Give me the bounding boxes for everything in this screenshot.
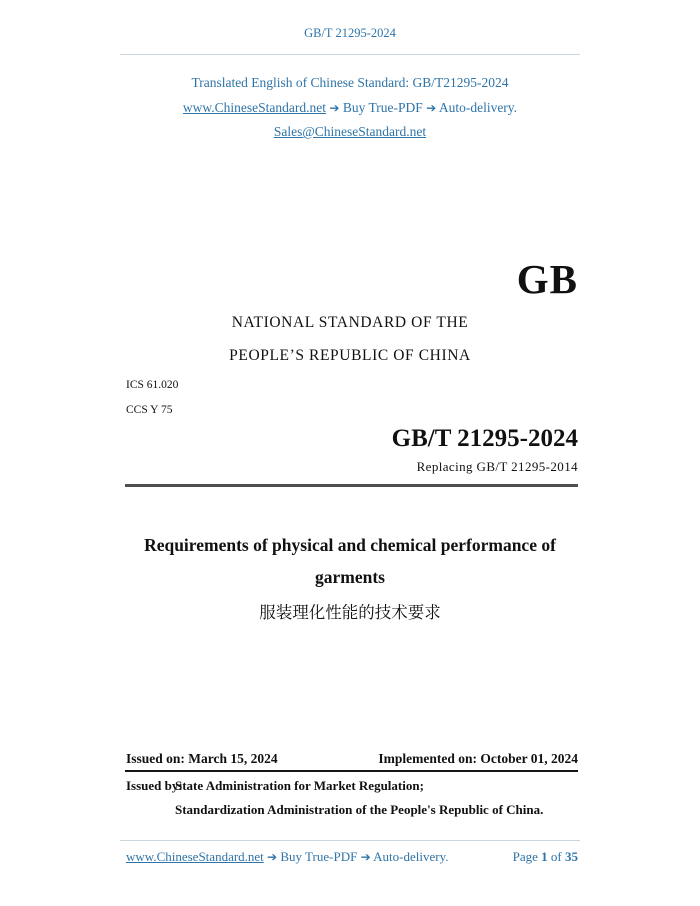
sales-email-line [0, 124, 700, 140]
page-of-label: of [550, 849, 562, 864]
promo-line [0, 100, 700, 116]
ics-code: ICS 61.020 [126, 379, 179, 391]
issued-on-date: Issued on: March 15, 2024 [126, 751, 278, 766]
right-arrow-icon: ➔ [426, 101, 437, 115]
page-label: Page [512, 849, 538, 864]
implemented-on-date: Implemented on: October 01, 2024 [378, 751, 578, 766]
buy-true-pdf-text: Buy True-PDF [280, 849, 358, 864]
document-title-en-line1: Requirements of physical and chemical performance of [144, 535, 556, 555]
ccs-code: CCS Y 75 [126, 404, 173, 416]
document-title-zh: 服装理化性能的技术要求 [259, 603, 441, 622]
page-indicator [122, 849, 578, 865]
chinesestandard-site-link[interactable]: www.ChineseStandard.net [182, 100, 327, 115]
header-rule [120, 54, 580, 55]
header-doc-code: GB/T 21295-2024 [304, 26, 396, 40]
page-total: 35 [565, 849, 578, 864]
auto-delivery-text: Auto-delivery. [373, 849, 449, 864]
masthead-thick-rule [125, 484, 578, 487]
standard-number: GB/T 21295-2024 [391, 425, 578, 452]
replacing-note: Replacing GB/T 21295-2014 [416, 459, 578, 474]
national-standard-line1: NATIONAL STANDARD OF THE [231, 314, 469, 331]
chinesestandard-site-link[interactable]: www.ChineseStandard.net [126, 849, 264, 864]
sales-email-link[interactable]: Sales@ChineseStandard.net [273, 124, 427, 139]
buy-true-pdf-text: Buy True-PDF [342, 100, 423, 115]
national-standard-line2: PEOPLE’S REPUBLIC OF CHINA [229, 347, 471, 364]
right-arrow-icon: ➔ [267, 850, 278, 864]
gb-logo: GB [516, 256, 578, 302]
page-current: 1 [541, 849, 548, 864]
document-title-en-line2: garments [315, 567, 385, 587]
issue-rule [125, 770, 578, 772]
issuing-org-1: State Administration for Market Regulation; [175, 778, 424, 793]
right-arrow-icon: ➔ [360, 850, 371, 864]
translated-standard-line: Translated English of Chinese Standard: GB/T21295-2024 [191, 75, 509, 90]
issued-by-label: Issued by: [126, 778, 183, 793]
right-arrow-icon: ➔ [329, 101, 340, 115]
issuing-org-2: Standardization Administration of the People's Republic of China. [175, 802, 544, 817]
footer-rule [120, 840, 580, 841]
auto-delivery-text: Auto-delivery. [438, 100, 518, 115]
